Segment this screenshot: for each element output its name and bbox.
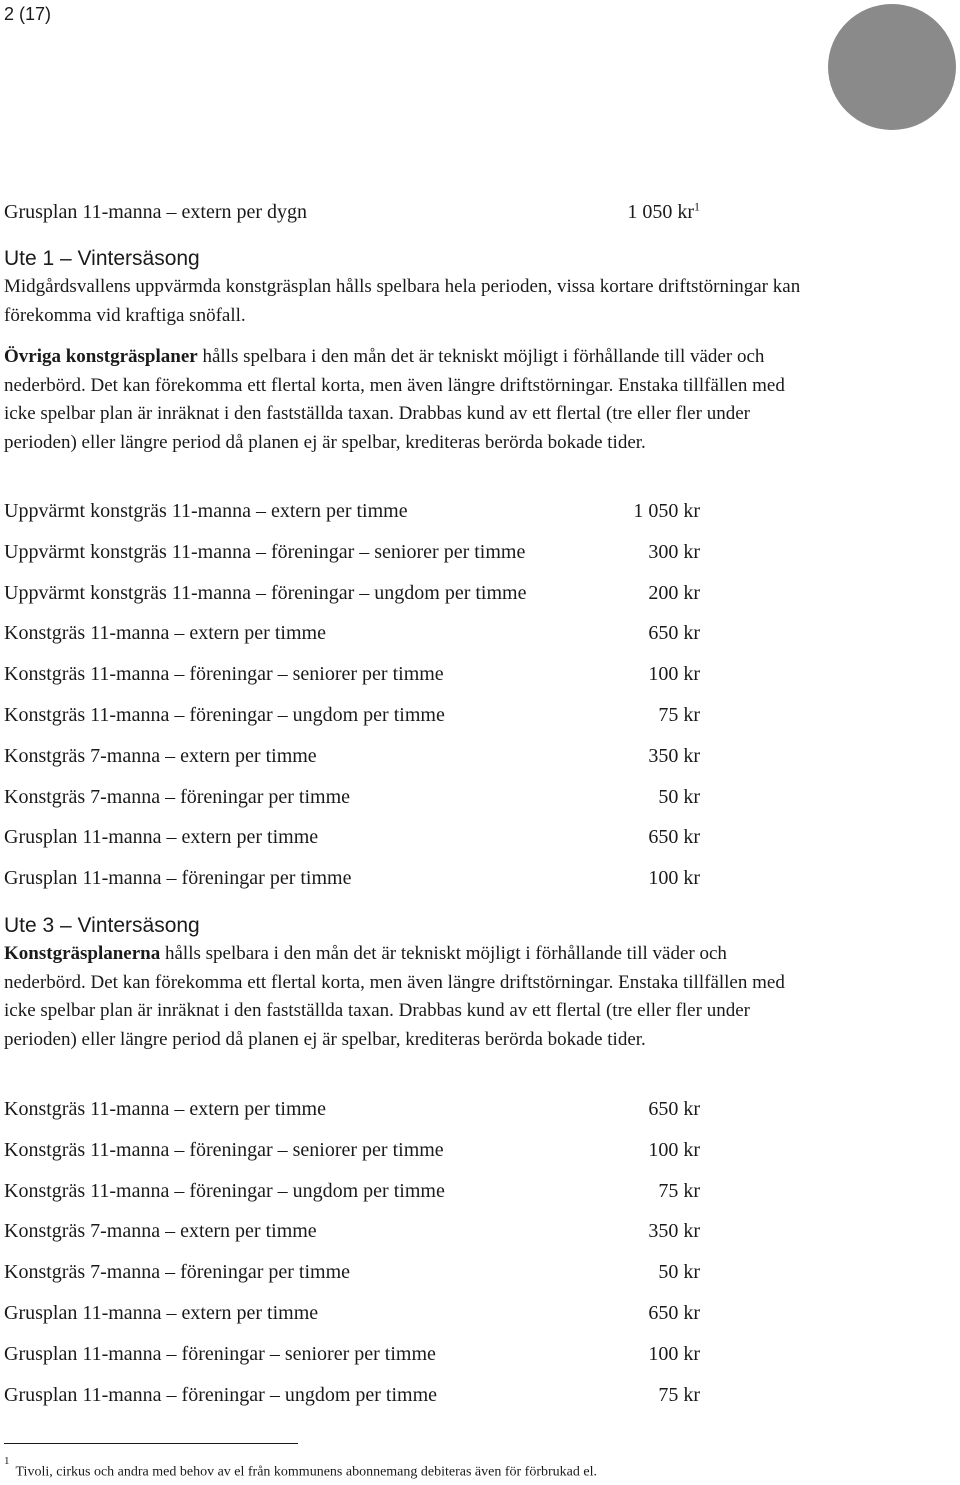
price-row	[4, 1177, 704, 1205]
footnote-ref: 1	[694, 199, 700, 214]
footnote	[4, 1455, 597, 1482]
price-value: 350 kr	[648, 744, 700, 767]
price-label: Grusplan 11-manna – extern per timme	[4, 1302, 319, 1324]
price-value: 100 kr	[648, 1342, 700, 1365]
price-row	[4, 1217, 704, 1245]
price-value: 75 kr	[658, 1383, 700, 1406]
price-label: Uppvärmt konstgräs 11-manna – föreningar – ungdom per timme	[4, 581, 527, 604]
price-row	[4, 660, 704, 688]
price-label: Konstgräs 11-manna – föreningar – ungdom per timme	[4, 704, 445, 726]
price-row	[4, 619, 704, 647]
price-row	[4, 701, 704, 729]
ute1-heading: Ute 1 – Vintersäsong	[4, 247, 200, 270]
price-row	[4, 864, 704, 892]
price-row	[4, 1299, 704, 1327]
ute1-paragraph-2: Övriga konstgräsplaner hålls spelbara i den mån det är tekniskt möjligt i förhållande till väder och nederbörd. Det kan förekomma ett flertal korta, men även längre driftstörningar. Enstaka tillfällen med icke spelbar plan är inräknat i den fastställda taxan. Drabbas kund av ett flertal (tre eller fler under perioden) eller längre period då planen ej är spelbar, krediteras berörda bokade tider.	[4, 346, 785, 453]
price-value: 50 kr	[658, 1261, 700, 1284]
price-value: 650 kr	[648, 1302, 700, 1324]
footnote-marker: 1	[4, 1455, 10, 1467]
price-row	[4, 823, 704, 851]
price-label: Konstgräs 11-manna – föreningar – seniorer per timme	[4, 663, 444, 686]
ute3-paragraph: Konstgräsplanerna hålls spelbara i den mån det är tekniskt möjligt i förhållande till väder och nederbörd. Det kan förekomma ett flertal korta, men även längre driftstörningar. Enstaka tillfällen med icke spelbar plan är inräknat i den fastställda taxan. Drabbas kund av ett flertal (tre eller fler under perioden) eller längre period då planen ej är spelbar, krediteras berörda bokade tider.	[4, 943, 785, 1050]
price-label: Konstgräs 7-manna – extern per timme	[4, 744, 317, 767]
price-label: Konstgräs 11-manna – extern per timme	[4, 1098, 326, 1120]
price-label: Grusplan 11-manna – extern per timme	[4, 826, 319, 849]
price-row	[4, 538, 704, 566]
price-row	[4, 1136, 704, 1164]
price-label: Konstgräs 7-manna – föreningar per timme	[4, 785, 351, 808]
price-value: 650 kr	[648, 1098, 700, 1120]
price-label: Konstgräs 7-manna – föreningar per timme	[4, 1261, 351, 1284]
price-row	[4, 1095, 704, 1123]
price-label: Grusplan 11-manna – föreningar – seniorer per timme	[4, 1342, 436, 1365]
price-label: Uppvärmt konstgräs 11-manna – extern per timme	[4, 500, 408, 522]
price-value: 75 kr	[658, 704, 700, 726]
price-row	[4, 742, 704, 770]
price-label: Grusplan 11-manna – föreningar per timme	[4, 867, 352, 890]
footnote-text: Tivoli, cirkus och andra med behov av el från kommunens abonnemang debiteras även för förbrukad el.	[15, 1464, 597, 1480]
price-row	[4, 1381, 704, 1409]
price-label: Konstgräs 11-manna – föreningar – ungdom per timme	[4, 1179, 445, 1202]
price-value: 75 kr	[658, 1179, 700, 1202]
price-row-dygn	[4, 198, 704, 226]
logo-circle	[828, 4, 956, 130]
ute3-heading: Ute 3 – Vintersäsong	[4, 914, 200, 937]
ute1-paragraph-1: Midgårdsvallens uppvärmda konstgräsplan hålls spelbara hela perioden, vissa kortare driftstörningar kan förekomma vid kraftiga snöfall.	[4, 276, 801, 326]
price-value: 350 kr	[648, 1220, 700, 1243]
price-value: 300 kr	[648, 540, 700, 563]
price-label: Konstgräs 7-manna – extern per timme	[4, 1220, 317, 1243]
price-value: 1 050 $kr^1$	[627, 199, 700, 223]
bold-term: Konstgräsplanerna	[4, 943, 161, 964]
price-value: 100 kr	[648, 867, 700, 890]
price-row	[4, 497, 704, 525]
footnote-rule	[4, 1443, 298, 1444]
bold-term: Övriga konstgräsplaner	[4, 346, 198, 367]
price-value: 650 kr	[648, 622, 700, 645]
price-row	[4, 1340, 704, 1368]
price-value: 200 kr	[648, 581, 700, 604]
price-label: Grusplan 11-manna – föreningar – ungdom per timme	[4, 1383, 438, 1406]
price-label: Uppvärmt konstgräs 11-manna – föreningar – seniorer per timme	[4, 540, 526, 563]
price-value: 100 kr	[648, 663, 700, 686]
price-row	[4, 783, 704, 811]
price-label: Grusplan 11-manna – extern per dygn	[4, 201, 308, 223]
price-value: 650 kr	[648, 826, 700, 849]
page-number: 2 (17)	[4, 4, 52, 24]
price-row	[4, 579, 704, 607]
price-label: Konstgräs 11-manna – föreningar – seniorer per timme	[4, 1138, 444, 1161]
price-row	[4, 1258, 704, 1286]
price-value: 100 kr	[648, 1138, 700, 1161]
price-label: Konstgräs 11-manna – extern per timme	[4, 622, 326, 645]
price-value: 50 kr	[658, 785, 700, 808]
price-value: 1 050 kr	[633, 500, 700, 522]
